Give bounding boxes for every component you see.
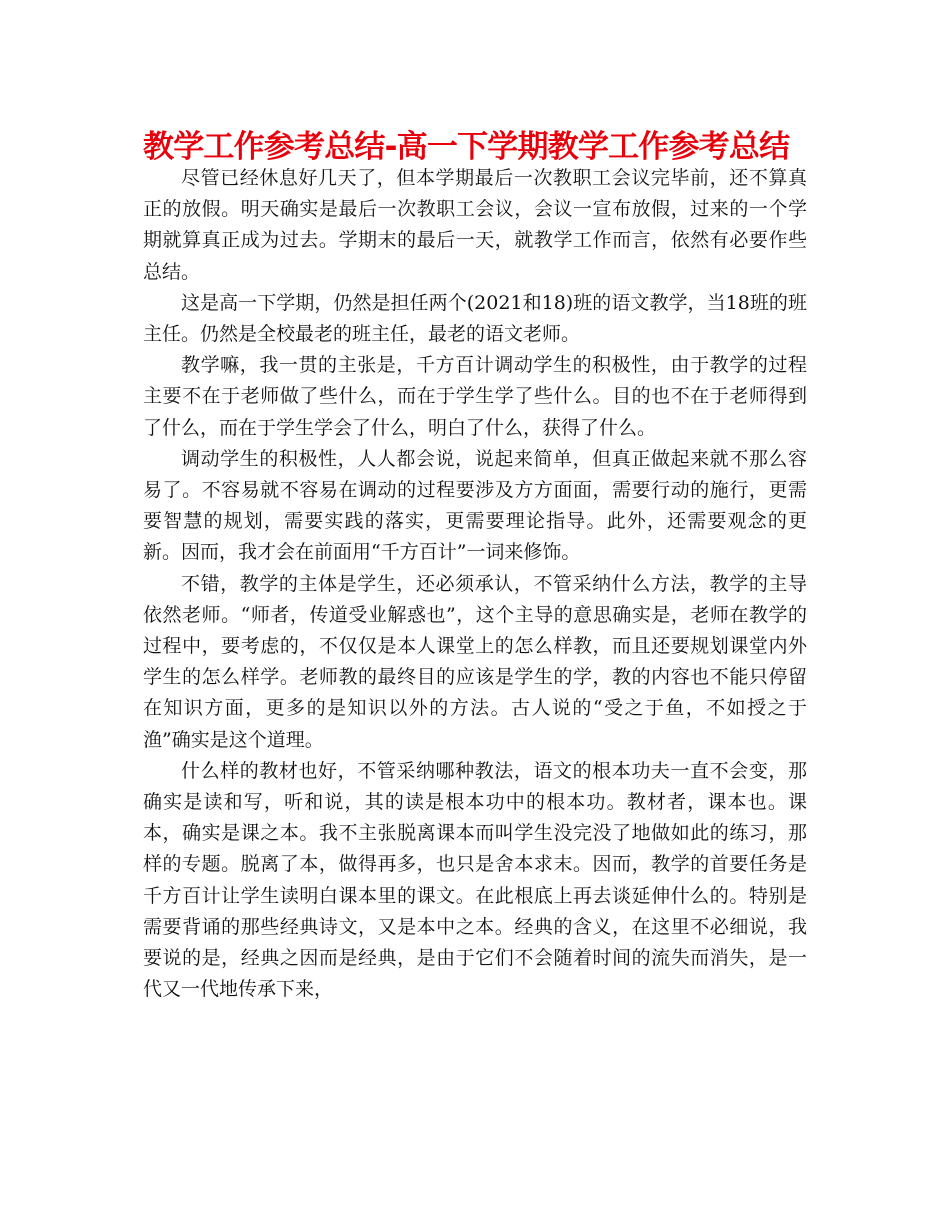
paragraph-2: 这是高一下学期，仍然是担任两个(2021和18)班的语文教学，当18班的班主任。仍然是全校最老的班主任，最老的语文老师。 [143, 291, 807, 346]
document-title: 教学工作参考总结-高一下学期教学工作参考总结 [143, 129, 790, 165]
paragraph-6: 什么样的教材也好，不管采纳哪种教法，语文的根本功夫一直不会变，那确实是读和写，听和说，其的读是根本功中的根本功。教材者，课本也。课本，确实是课之本。我不主张脱离课本而叫学生没完没了地做如此的练习，那样的专题。脱离了本，做得再多，也只是舍本求末。因而，教学的首要任务是千方百计让学生读明白课本里的课文。在此根底上再去谈延伸什么的。特别是需要背诵的那些经典诗文，又是本中之本。经典的含义，在这里不必细说，我要说的是，经典之因而是经典，是由于它们不会随着时间的流失而消失，是一代又一代地传承下来， [143, 759, 807, 1001]
paragraph-5: 不错，教学的主体是学生，还必须承认，不管采纳什么方法，教学的主导依然老师。“师者，传道受业解惑也”，这个主导的意思确实是，老师在教学的过程中，要考虑的，不仅仅是本人课堂上的怎么样教，而且还要规划课堂内外学生的怎么样学。老师教的最终目的应该是学生的学，教的内容也不能只停留在知识方面，更多的是知识以外的方法。古人说的“受之于鱼，不如授之于渔”确实是这个道理。 [143, 572, 807, 751]
paragraph-1: 尽管已经休息好几天了，但本学期最后一次教职工会议完毕前，还不算真正的放假。明天确实是最后一次教职工会议，会议一宣布放假，过来的一个学期就算真正成为过去。学期末的最后一天，就教学工作而言，依然有必要作些总结。 [143, 167, 807, 283]
paragraph-3: 教学嘛，我一贯的主张是，千方百计调动学生的积极性，由于教学的过程主要不在于老师做了些什么，而在于学生学了些什么。目的也不在于老师得到了什么，而在于学生学会了什么，明白了什么，获得了什么。 [143, 354, 807, 439]
paragraph-4: 调动学生的积极性，人人都会说，说起来简单，但真正做起来就不那么容易了。不容易就不容易在调动的过程要涉及方方面面，需要行动的施行，更需要智慧的规划，需要实践的落实，更需要理论指导。此外，还需要观念的更新。因而，我才会在前面用“千方百计”一词来修饰。 [143, 447, 807, 564]
document-body [143, 163, 807, 1005]
